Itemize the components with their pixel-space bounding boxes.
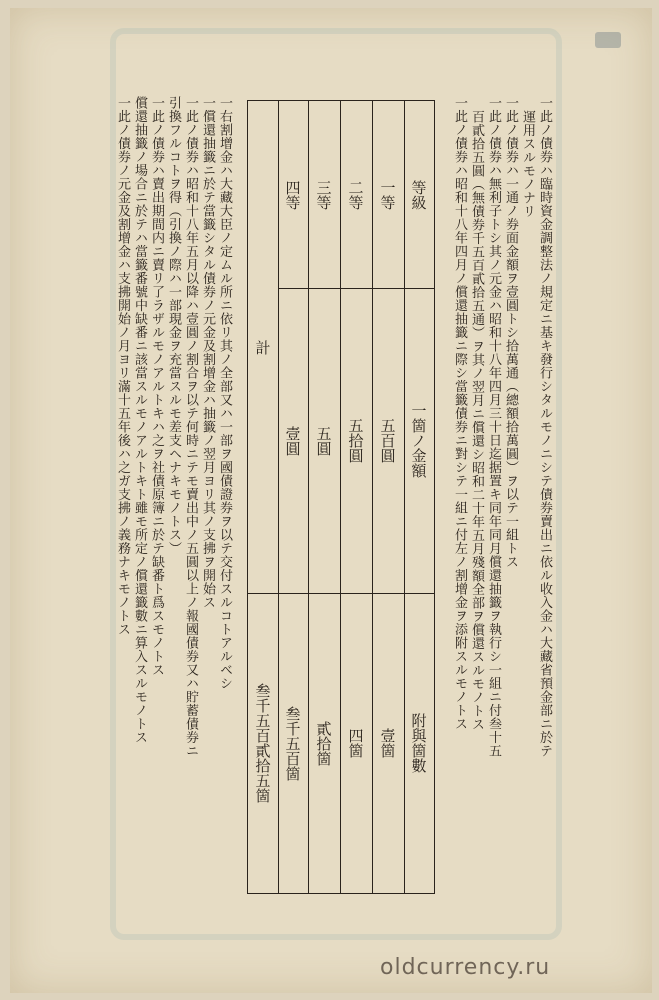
row-grade: 一等 [378,179,397,210]
row-count: 貳拾箇 [314,720,333,766]
site-watermark: oldcurrency.ru [380,955,551,980]
left-note-2: 一償還抽籤ニ於テ當籤シタル債券ノ元金及割增金ハ抽籤ノ翌月ヨリ其ノ支拂ヲ開始ス [200,96,215,609]
row-count: 叁千五百箇 [283,705,302,781]
left-note-7: 一此ノ債券ノ元金及割增金ハ支拂開始ノ月ヨリ滿十五年後ハ之ガ支拂ノ義務ナキモノトス [115,96,130,636]
right-note-2: 運用スルモノナリ [520,110,535,218]
left-note-1: 一右割增金ハ大藏大臣ノ定ムル所ニ依リ其ノ全部又ハ一部ヲ國債證券ヲ以テ交付スルコトアルベシ [217,96,232,690]
left-note-3: 一此ノ債券ハ昭和十八年五月以降ハ壹圓ノ割合ヲ以テ何時ニテモ賣出中ノ五圓以上ノ報國債券又ハ貯蓄債券ニ [183,96,198,758]
row-count: 四箇 [346,728,365,758]
total-count: 叁千五百貳拾五箇 [253,683,272,803]
row-grade: 二等 [346,179,365,210]
corner-stamp-mark [595,32,621,48]
right-note-6: 一此ノ債券ハ昭和十八年四月ノ償還抽籤ニ際シ當籤債券ニ對シテ一組ニ付左ノ割增金ヲ添附スルモノトス [452,96,467,731]
right-note-4: 一此ノ債券ハ無利子トシ其ノ元金ハ昭和十八年四月三十日迄据置キ同年同月償還抽籤ヲ執行シ一組ニ付叁十五 [486,96,501,758]
row-amount: 壹圓 [283,425,302,456]
total-label: 計 [253,339,272,355]
right-note-3: 一此ノ債券ハ一通ノ券面金額ヲ壹圓トシ拾萬通（總額拾萬圓）ヲ以テ一組トス [503,96,518,569]
prize-table [247,100,435,894]
row-count: 壹箇 [378,728,397,758]
right-note-5: 百貳拾五圓（無債券千五百貳拾五通）ヲ其ノ翌月ニ償還シ昭和二十年五月殘額全部ヲ償還スルモノトス [469,110,484,731]
header-amount: 一箇ノ金額 [409,403,428,478]
row-amount: 五百圓 [378,418,397,463]
row-grade: 四等 [283,179,302,210]
header-count: 附與箇數 [409,713,428,773]
right-note-1: 一此ノ債券ハ臨時資金調整法ノ規定ニ基キ發行シタルモノニシテ債券賣出ニ依ル收入金ハ大藏省預金部ニ於テ [537,96,552,758]
left-note-4: 引換フルコトヲ得（引換ノ際ハ一部現金ヲ充當スルモ差支ヘナキモノトス） [166,96,181,555]
row-amount: 五圓 [314,425,333,456]
row-amount: 五拾圓 [346,418,365,463]
left-note-5: 一此ノ債券ハ賣出期間内ニ賣リ了ラザルモノアルトキハ之ヲ社債原簿ニ於テ缺番ト爲スモノトス [149,96,164,677]
header-grade: 等級 [409,179,428,210]
left-note-6: 償還抽籤ノ場合ニ於テハ當籤番號中缺番ニ該當スルモノアルトキト雖モ所定ノ償還籤數ニ算入スルモノトス [132,96,147,744]
row-grade: 三等 [314,179,333,210]
